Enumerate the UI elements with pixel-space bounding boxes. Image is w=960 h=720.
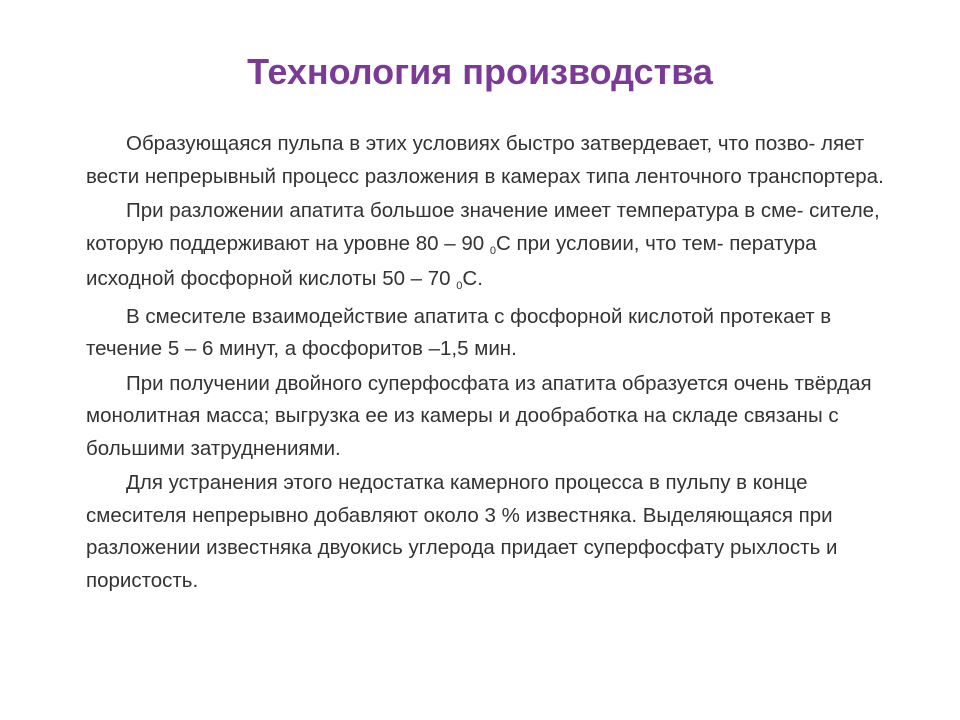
degree-superscript-2: 0 xyxy=(456,280,463,292)
paragraph-3: В смесителе взаимодействие апатита с фосфорной кислотой протекает в течение 5 – 6 минут, а фосфоритов –1,5 мин. xyxy=(86,304,832,360)
paragraph-1: Образующаяся пульпа в этих условиях быстро затвердевает, что позво- ляет вести непрерывный процесс разложения в камерах типа ленточного транспортера. xyxy=(86,132,884,188)
paragraph-5: Для устранения этого недостатка камерного процесса в пульпу в конце смесителя непрерывно добавляют около 3 % известняка. Выделяющаяся при разложении известняка двуокись углерода придает суперфосфату рыхлость и пористость. xyxy=(86,471,838,592)
paragraph-2-part-2: С при условии, что тем- пература исходной фосфорной кислоты 50 – 70 xyxy=(86,231,817,290)
slide-title: Технология производства xyxy=(247,51,713,92)
degree-superscript-1: 0 xyxy=(489,244,496,257)
paragraph-4: При получении двойного суперфосфата из апатита образуется очень твёрдая монолитная масса; выгрузка ее из камеры и дообработка на складе связаны с большими затруднениями. xyxy=(86,371,872,460)
paragraph-2-part-3: С. xyxy=(462,267,483,290)
slide-body xyxy=(86,128,904,599)
paragraph-2-part-1: При разложении апатита большое значение имеет температура в сме- сителе, которую поддерживают на уровне 80 – 90 xyxy=(86,199,880,255)
paragraph-2 xyxy=(86,195,904,299)
